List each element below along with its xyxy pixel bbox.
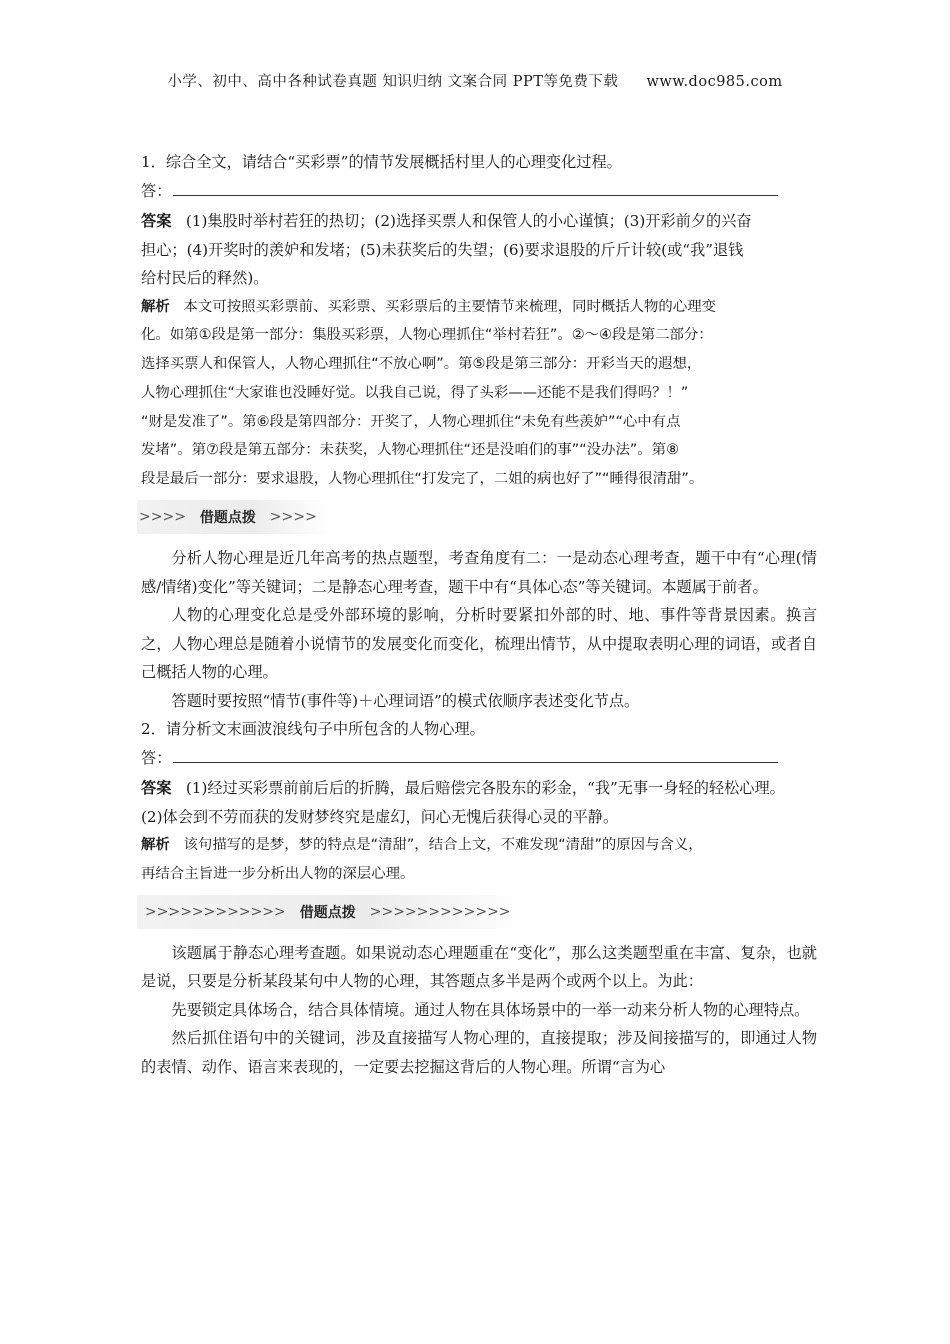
- q1-answer-row-1: [141, 207, 817, 236]
- q2-answer-text-1: (1)经过买彩票前前后后的折腾，最后赔偿完各股东的彩金，“我”无事一身轻的轻松心理。: [185, 779, 785, 798]
- tip2-paragraph-1: 该题属于静态心理考查题。如果说动态心理题重在“变化”，那么这类题型重在丰富、复杂，也就是说，只要是分析某段某句中人物的心理，其答题点多半是两个或两个以上。为此：: [141, 943, 817, 991]
- tip2-label: 借题点拨: [299, 904, 356, 921]
- header-site: www.doc985.com: [646, 74, 783, 90]
- tip-banner-1: [137, 500, 329, 534]
- document-body: [141, 148, 817, 1081]
- q1-analysis-row-1: [141, 293, 817, 322]
- q1-answer-label: 答案: [141, 212, 172, 230]
- q2-answer-text-2: (2)体会到不劳而获的发财梦终究是虚幻，问心无愧后获得心灵的平静。: [141, 807, 619, 826]
- q1-answer-text-2: 担心；(4)开奖时的羡妒和发堵；(5)未获奖后的失望；(6)要求退股的斤斤计较(或“我”退钱: [141, 240, 744, 259]
- q1-answer-blank: [173, 181, 778, 196]
- q2-analysis-text-2: 再结合主旨进一步分析出人物的深层心理。: [141, 865, 415, 882]
- q2-question: 2．请分析文末画波浪线句子中所包含的人物心理。: [141, 720, 485, 739]
- q1-question: 1．综合全文，请结合“买彩票”的情节发展概括村里人的心理变化过程。: [141, 153, 622, 171]
- tip1-paragraph-3: 答题时要按照“情节(事件等)＋心理词语”的模式依顺序表述变化节点。: [171, 691, 640, 710]
- q2-answer-line: [141, 744, 817, 773]
- q2-analysis-text-1: 该句描写的是梦，梦的特点是“清甜”，结合上文，不难发现“清甜”的原因与含义，: [183, 837, 703, 854]
- tip-banner-2: [137, 895, 525, 929]
- tip2-paragraph-2: 先要锁定具体场合，结合具体情境。通过人物在具体场景中的一举一动来分析人物的心理特点。: [171, 1000, 810, 1019]
- q2-analysis-row-1: [141, 831, 817, 860]
- page-header: [0, 70, 950, 91]
- q1-analysis-label: 解析: [141, 298, 170, 315]
- q1-analysis-text-4: 人物心理抓住“大家谁也没睡好觉。以我自己说，得了头彩——还能不是我们得吗？！”: [141, 384, 689, 401]
- tip2-paragraph-3: 然后抓住语句中的关键词，涉及直接描写人物心理的，直接提取；涉及间接描写的，即通过人物的表情、动作、语言来表现的，一定要去挖掘这背后的人物心理。所谓“言为心: [141, 1029, 817, 1076]
- q1-analysis-text-2: 化。如第①段是第一部分：集股买彩票，人物心理抓住“举村若狂”。②～④段是第二部分：: [141, 327, 713, 344]
- header-text: 小学、初中、高中各种试卷真题 知识归纳 文案合同 PPT等免费下载: [167, 74, 619, 90]
- q1-analysis-text-7: 段是最后一部分：要求退股，人物心理抓住“打发完了，二姐的病也好了”“睡得很清甜”。: [141, 471, 704, 488]
- q2-answer-prefix: 答：: [141, 748, 172, 767]
- q1-analysis-text-6: 发堵”。第⑦段是第五部分：未获奖，人物心理抓住“还是没咱们的事”“没办法”。第⑧: [141, 442, 679, 459]
- q1-answer-text-3: 给村民后的释然)。: [141, 269, 269, 287]
- tip1-arrows-left: >>>>: [139, 509, 186, 526]
- q1-analysis-text-3: 选择买票人和保管人，人物心理抓住“不放心啊”。第⑤段是第三部分：开彩当天的遐想，: [141, 356, 702, 373]
- q1-analysis-text-1: 本文可按照买彩票前、买彩票、买彩票后的主要情节来梳理，同时概括人物的心理变: [183, 298, 716, 315]
- tip1-paragraph-1: 分析人物心理是近几年高考的热点题型，考查角度有二：一是动态心理考查，题干中有“心理(情感/情绪)变化”等关键词；二是静态心理考查，题干中有“具体心态”等关键词。本题属于前者。: [141, 549, 817, 596]
- tip1-label: 借题点拨: [199, 510, 256, 527]
- q1-answer-line: [141, 177, 817, 206]
- q2-answer-blank: [173, 748, 778, 763]
- tip1-paragraph-2: 人物的心理变化总是受外部环境的影响，分析时要紧扣外部的时、地、事件等背景因素。换言之，人物心理总是随着小说情节的发展变化而变化，梳理出情节，从中提取表明心理的词语，或者自己概括人物的心理。: [141, 606, 817, 682]
- q2-analysis-label: 解析: [141, 837, 170, 854]
- q1-answer-text-1: (1)集股时举村若狂的热切；(2)选择买票人和保管人的小心谨慎；(3)开彩前夕的兴奋: [185, 212, 752, 230]
- tip2-arrows-left: >>>>>>>>>>>>: [145, 903, 286, 920]
- tip2-arrows-right: >>>>>>>>>>>>: [369, 903, 511, 920]
- tip1-arrows-right: >>>>: [269, 509, 317, 526]
- q2-answer-row-1: [141, 774, 817, 803]
- q1-analysis-text-5: “财是发准了”。第⑥段是第四部分：开奖了，人物心理抓住“未免有些羡妒”“心中有点: [141, 413, 681, 430]
- q2-answer-label: 答案: [141, 779, 172, 798]
- q1-answer-prefix: 答：: [141, 181, 172, 200]
